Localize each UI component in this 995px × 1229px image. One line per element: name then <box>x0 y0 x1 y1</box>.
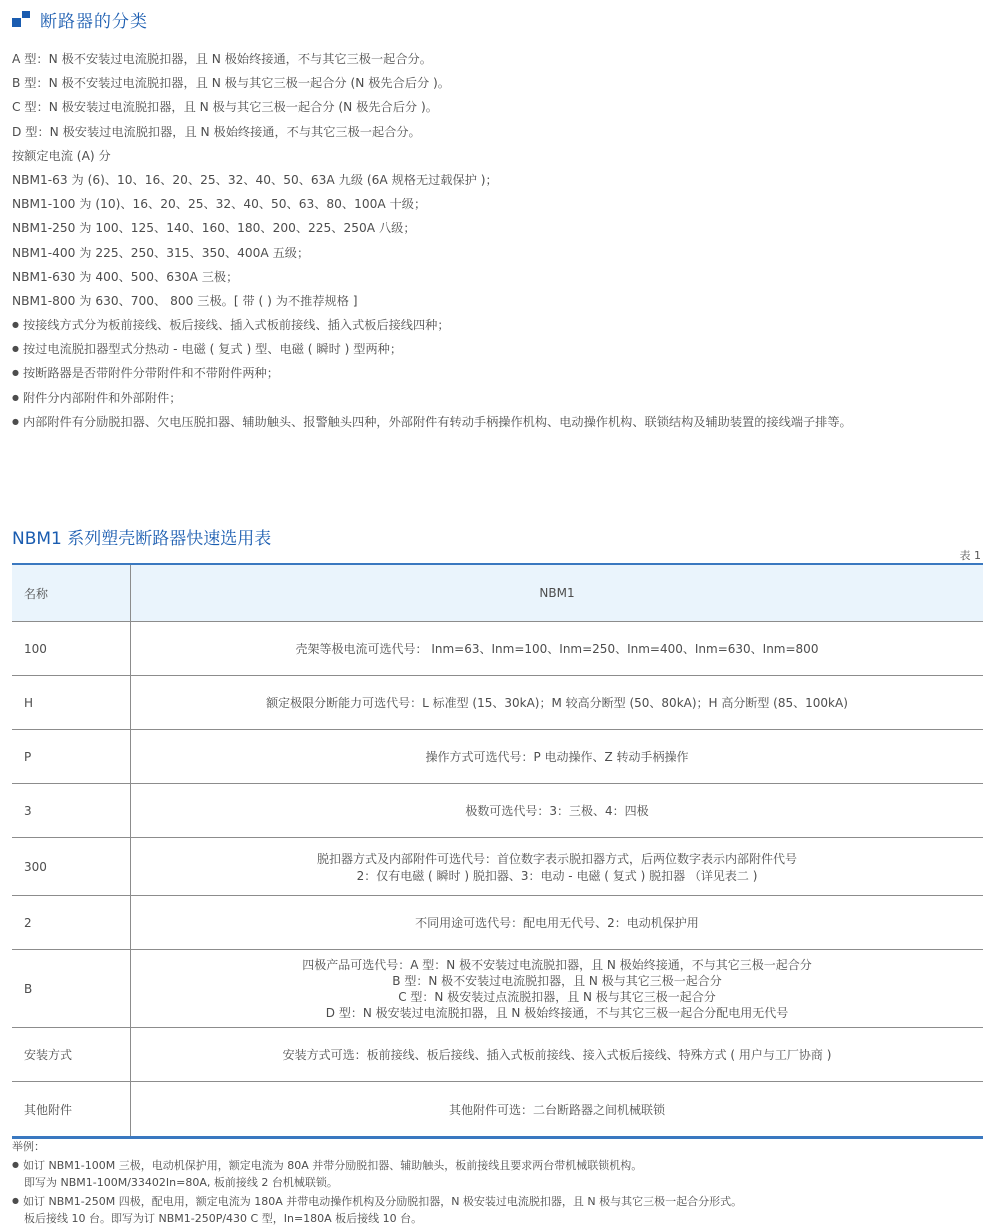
desc-line: C 型：N 极安装过点流脱扣器，且 N 极与其它三极一起合分 <box>398 989 716 1004</box>
example-item: ● 如订 NBM1-250M 四极，配电用，额定电流为 180A 并带电动操作机构及分励脱扣器，N 极安装过电流脱扣器，且 N 极与其它三极一起合分形式。 <box>12 1192 742 1210</box>
row-desc: 安装方式可选：板前接线、板后接线、插入式板前接线、接入式板后接线、特殊方式 ( 用户与工厂协商 ) <box>131 1028 984 1082</box>
table-number: 表 1 <box>959 549 981 562</box>
table-row <box>12 950 983 1028</box>
examples-section <box>12 1138 742 1228</box>
row-desc <box>131 950 984 1028</box>
table-row <box>12 676 983 730</box>
table-title: NBM1 系列塑壳断路器快速选用表 <box>12 529 272 549</box>
square-logo-icon <box>12 11 30 27</box>
text-line: NBM1-100 为 (10)、16、20、25、32、40、50、63、80、100A 十级； <box>12 197 427 212</box>
header-value: NBM1 <box>131 564 984 622</box>
row-desc: 不同用途可选代号：配电用无代号、2：电动机保护用 <box>131 896 984 950</box>
row-desc: 极数可选代号：3：三极、4：四极 <box>131 784 984 838</box>
text-line: NBM1-400 为 225、250、315、350、400A 五级； <box>12 245 310 260</box>
text-line: B 型：N 极不安装过电流脱扣器，且 N 极与其它三极一起合分 (N 极先合后分 )。 <box>12 76 450 91</box>
row-desc: 其他附件可选：二台断路器之间机械联锁 <box>131 1082 984 1138</box>
desc-line: 四极产品可选代号：A 型：N 极不安装过电流脱扣器，且 N 极始终接通，不与其它三极一起合分 <box>302 957 812 972</box>
bullet-item: ● 按断路器是否带附件分带附件和不带附件两种； <box>12 361 992 385</box>
bullet-item: ● 附件分内部附件和外部附件； <box>12 386 992 410</box>
classification-text <box>12 47 992 434</box>
row-code: B <box>12 950 131 1028</box>
row-code: 其他附件 <box>12 1082 131 1138</box>
table-header-row <box>12 564 983 622</box>
example-item: 板后接线 10 台。即写为订 NBM1-250P/430 C 型，In=180A 板后接线 10 台。 <box>24 1212 423 1225</box>
bullet-item: ● 内部附件有分励脱扣器、欠电压脱扣器、辅助触头、报警触头四种，外部附件有转动手柄操作机构、电动操作机构、联锁结构及辅助装置的接线端子排等。 <box>12 410 992 434</box>
row-desc: 操作方式可选代号：P 电动操作、Z 转动手柄操作 <box>131 730 984 784</box>
row-desc: 壳架等极电流可选代号： Inm=63、Inm=100、Inm=250、Inm=400、Inm=630、Inm=800 <box>131 622 984 676</box>
section-heading <box>12 4 148 34</box>
row-code: P <box>12 730 131 784</box>
table-row <box>12 838 983 896</box>
table-row <box>12 784 983 838</box>
example-item: ● 如订 NBM1-100M 三极，电动机保护用，额定电流为 80A 并带分励脱扣器、辅助触头，板前接线且要求两台带机械联锁机构。 <box>12 1156 742 1174</box>
row-code: 300 <box>12 838 131 896</box>
header-name: 名称 <box>12 564 131 622</box>
text-line: C 型：N 极安装过电流脱扣器，且 N 极与其它三极一起合分 (N 极先合后分 )。 <box>12 100 438 115</box>
desc-line: B 型：N 极不安装过电流脱扣器，且 N 极与其它三极一起合分 <box>392 973 722 988</box>
desc-line: 脱扣器方式及内部附件可选代号：首位数字表示脱扣器方式，后两位数字表示内部附件代号 <box>316 851 797 866</box>
selection-table <box>12 563 983 1139</box>
row-code: 安装方式 <box>12 1028 131 1082</box>
bullet-item: ● 按过电流脱扣器型式分热动 - 电磁 ( 复式 ) 型、电磁 ( 瞬时 ) 型两种； <box>12 337 992 361</box>
row-code: 2 <box>12 896 131 950</box>
text-line: D 型：N 极安装过电流脱扣器，且 N 极始终接通，不与其它三极一起合分。 <box>12 124 421 139</box>
row-desc <box>131 838 984 896</box>
bullet-item: ● 按接线方式分为板前接线、板后接线、插入式板前接线、插入式板后接线四种； <box>12 313 992 337</box>
example-item: 即写为 NBM1-100M/33402In=80A, 板前接线 2 台机械联锁。 <box>24 1176 338 1189</box>
examples-label: 举例： <box>12 1140 45 1153</box>
table-row <box>12 730 983 784</box>
row-code: 100 <box>12 622 131 676</box>
text-line: 按额定电流 (A) 分 <box>12 148 111 163</box>
text-line: A 型：N 极不安装过电流脱扣器，且 N 极始终接通，不与其它三极一起合分。 <box>12 52 432 66</box>
row-desc: 额定极限分断能力可选代号：L 标准型 (15、30kA)；M 较高分断型 (50、80kA)；H 高分断型 (85、100kA) <box>131 676 984 730</box>
text-line: NBM1-630 为 400、500、630A 三极； <box>12 269 239 284</box>
desc-line: 2：仅有电磁 ( 瞬时 ) 脱扣器、3：电动 - 电磁 ( 复式 ) 脱扣器 （详见表二 ) <box>356 868 758 883</box>
text-line: NBM1-63 为 (6)、10、16、20、25、32、40、50、63A 九级 (6A 规格无过载保护 )； <box>12 172 498 187</box>
desc-line: D 型：N 极安装过电流脱扣器，且 N 极始终接通，不与其它三极一起合分配电用无代号 <box>325 1005 789 1020</box>
table-row <box>12 1028 983 1082</box>
text-line: NBM1-250 为 100、125、140、160、180、200、225、250A 八级； <box>12 221 416 236</box>
table-row <box>12 622 983 676</box>
row-code: 3 <box>12 784 131 838</box>
section-title: 断路器的分类 <box>40 11 148 32</box>
table-row <box>12 896 983 950</box>
row-code: H <box>12 676 131 730</box>
table-row <box>12 1082 983 1138</box>
text-line: NBM1-800 为 630、700、 800 三极。[ 带 ( ) 为不推荐规格 ] <box>12 293 358 308</box>
